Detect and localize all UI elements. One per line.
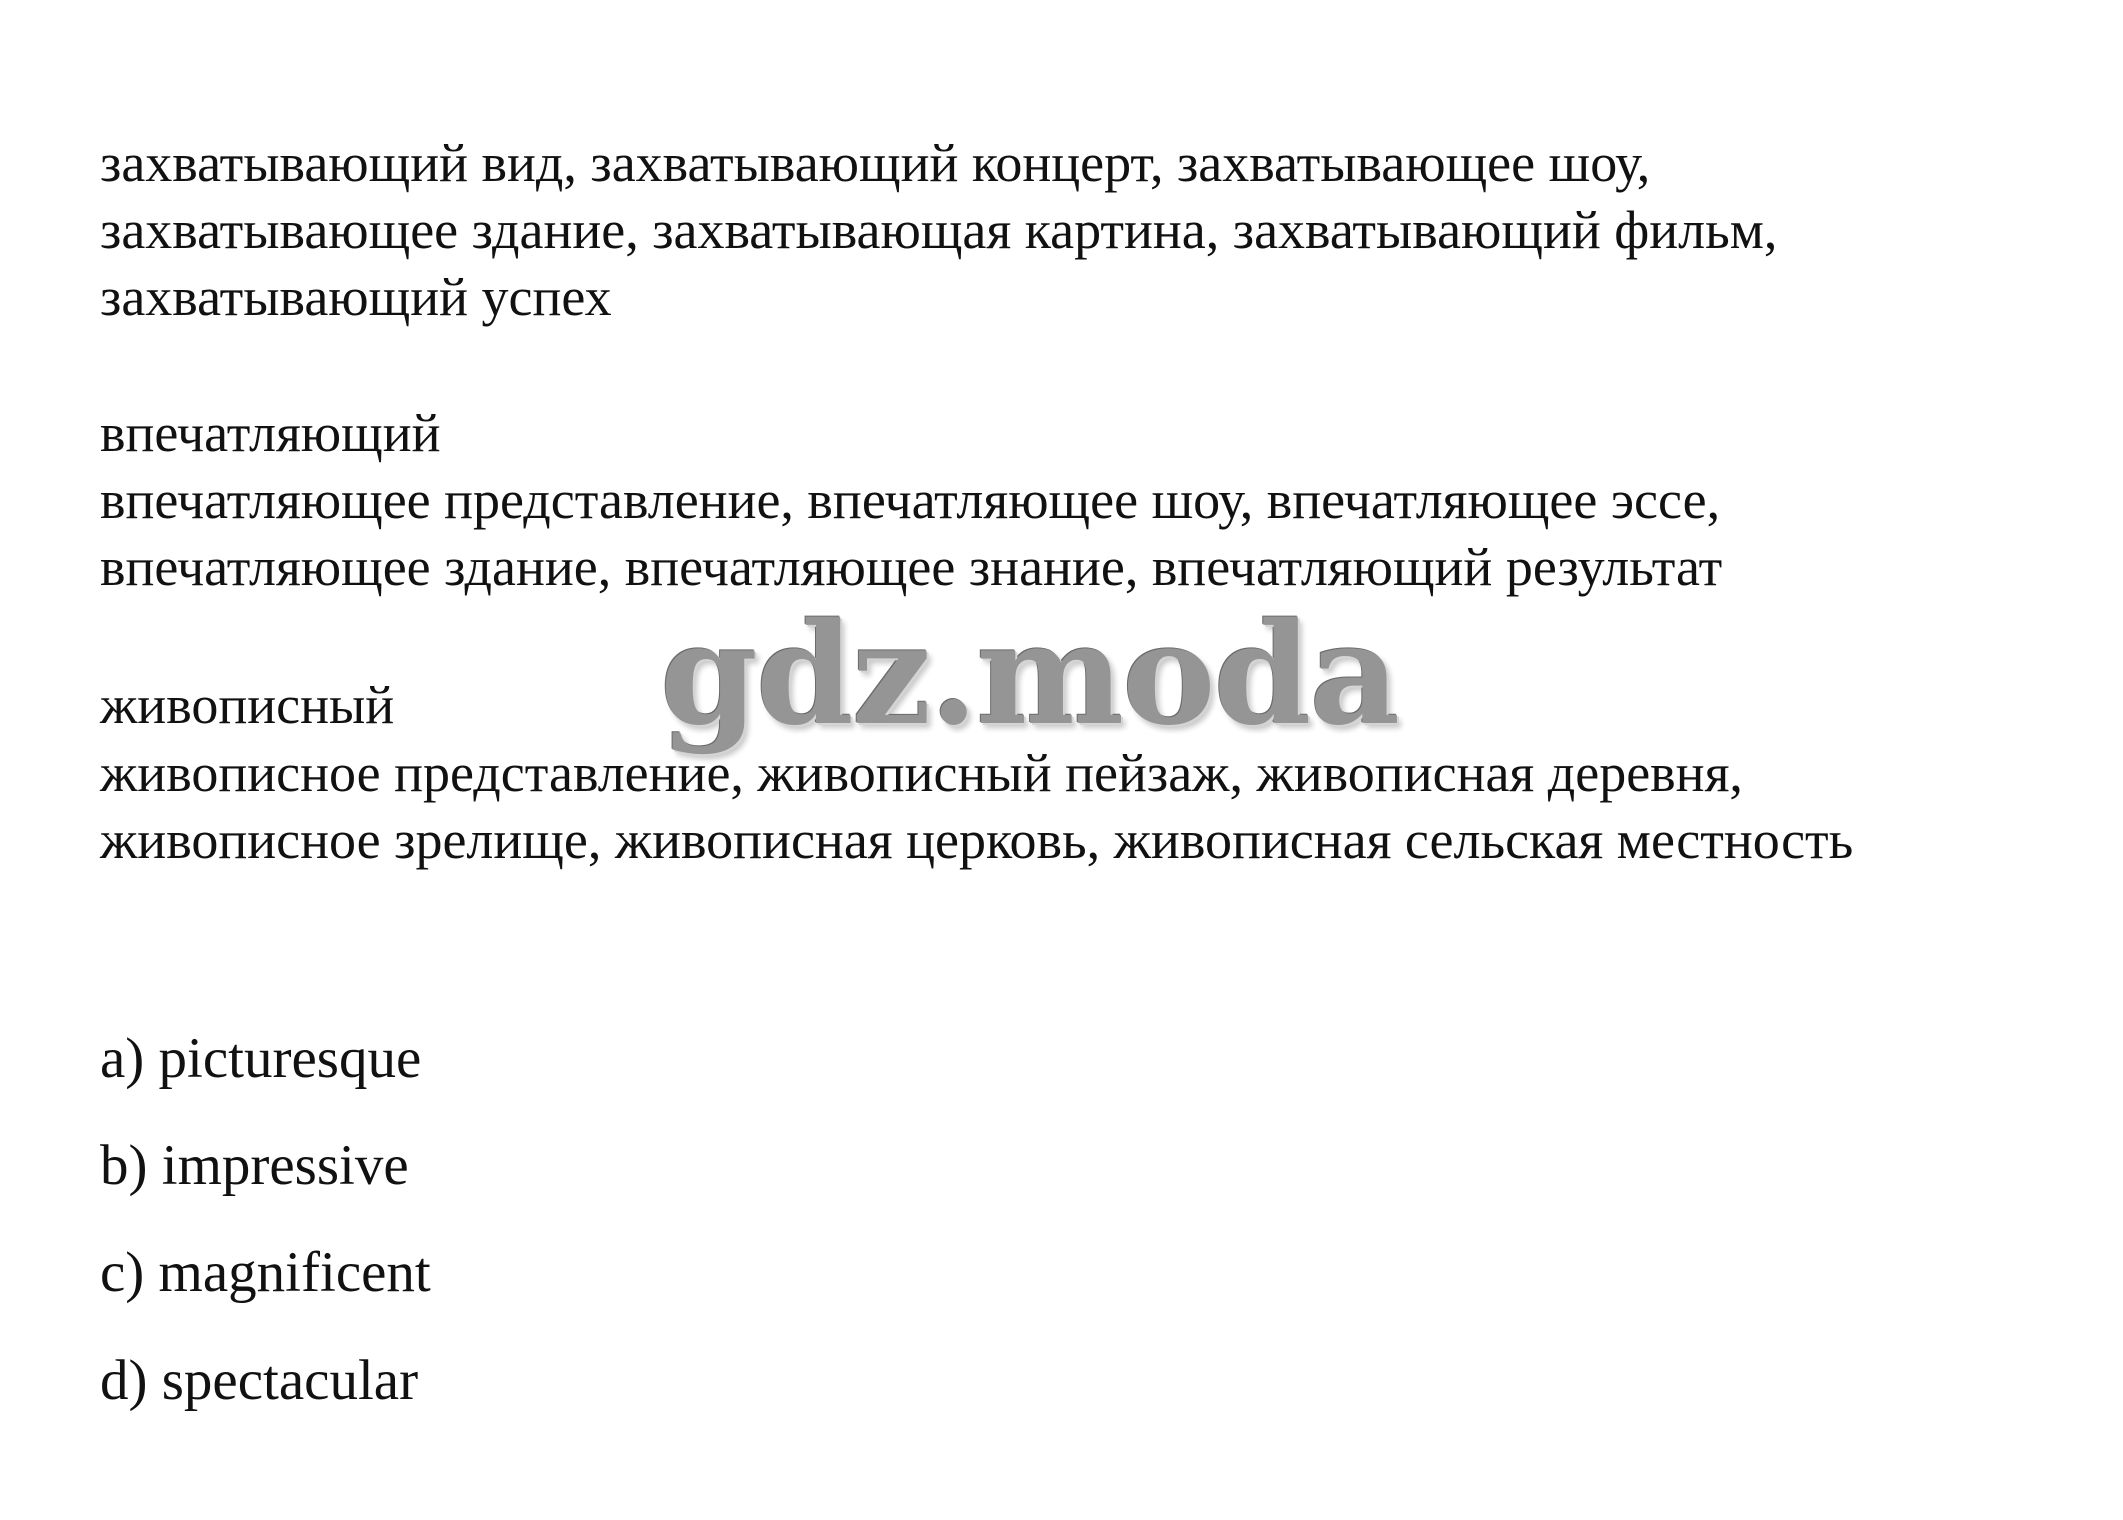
answer-d: d) spectacular — [100, 1349, 419, 1412]
paragraph-1-line-2: захватывающее здание, захватывающая картина, захватывающий фильм, — [100, 200, 1778, 260]
answer-b: b) impressive — [100, 1134, 409, 1197]
answer-a: a) picturesque — [100, 1027, 422, 1090]
paragraph-3-line-1: живописное представление, живописный пейзаж, живописная деревня, — [100, 743, 1743, 803]
paragraph-3-line-2: живописное зрелище, живописная церковь, живописная сельская местность — [100, 810, 1854, 870]
paragraph-2-line-1: впечатляющее представление, впечатляющее шоу, впечатляющее эссе, — [100, 470, 1721, 530]
paragraph-2-heading: впечатляющий — [100, 403, 441, 463]
paragraph-3-heading: живописный — [100, 675, 395, 735]
paragraph-2-line-2: впечатляющее здание, впечатляющее знание, впечатляющий результат — [100, 537, 1723, 597]
paragraph-1-line-1: захватывающий вид, захватывающий концерт, захватывающее шоу, — [100, 133, 1651, 193]
watermark-logo: gdz.moda — [660, 593, 1399, 757]
paragraph-1-line-3: захватывающий успех — [100, 267, 612, 327]
answer-c: c) magnificent — [100, 1241, 431, 1304]
